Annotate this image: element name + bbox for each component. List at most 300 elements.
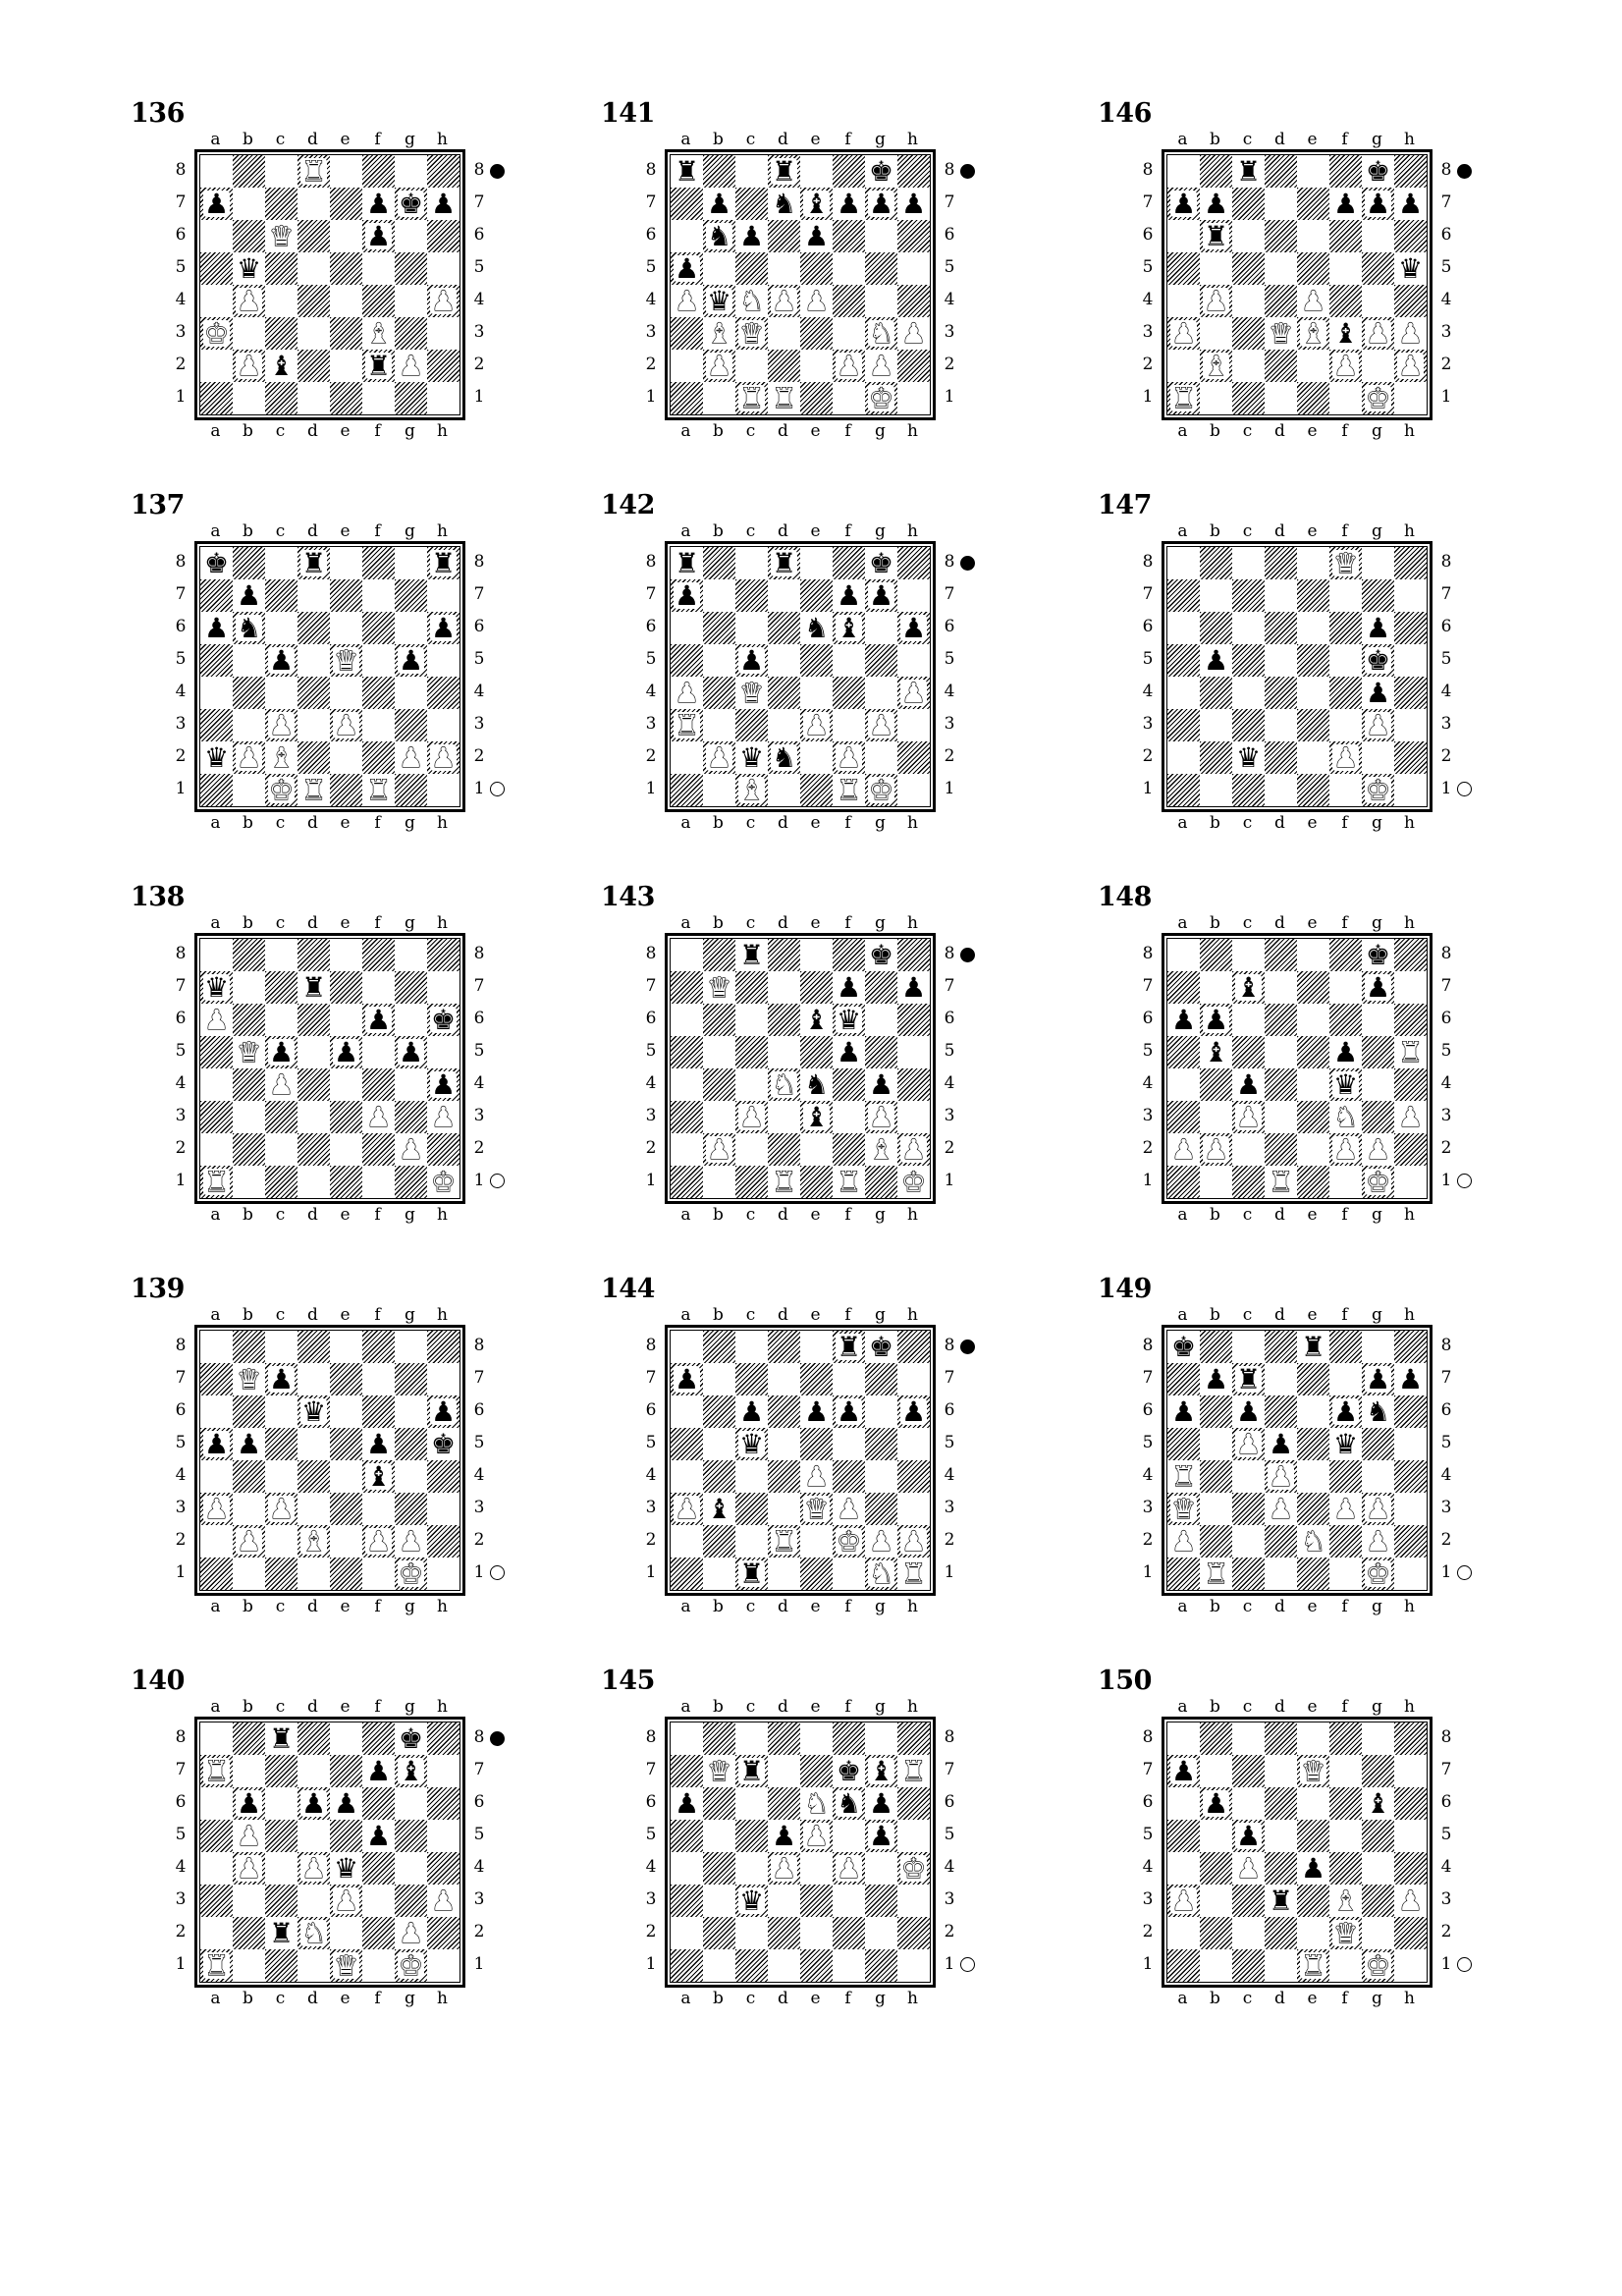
square-f7 <box>362 1363 395 1395</box>
square-a6 <box>200 612 233 644</box>
file-labels-bottom <box>1166 421 1426 441</box>
file-label: g <box>875 813 886 833</box>
square-d5 <box>1265 1036 1297 1068</box>
rank-label: 5 <box>1142 1041 1154 1061</box>
rank-label: 7 <box>645 976 657 996</box>
file-label: a <box>210 1597 221 1616</box>
square-d4 <box>768 1852 800 1885</box>
square-a4 <box>671 1852 703 1885</box>
rank-label: 1 <box>473 1562 485 1582</box>
file-label: h <box>907 813 918 833</box>
square-b2 <box>233 741 265 774</box>
square-h6 <box>1394 1395 1427 1428</box>
square-b2 <box>1200 350 1232 382</box>
square-a8 <box>1167 155 1200 188</box>
rank-label: 8 <box>1440 160 1452 180</box>
file-label: b <box>1210 521 1220 541</box>
square-f7 <box>362 971 395 1004</box>
chess-board <box>199 1722 460 1983</box>
square-g6 <box>1362 1395 1394 1428</box>
file-label: e <box>810 813 821 833</box>
rank-label: 1 <box>175 1171 187 1190</box>
square-f8 <box>362 939 395 971</box>
rank-label: 6 <box>944 1009 955 1028</box>
file-label: a <box>680 1597 691 1616</box>
file-label: c <box>745 130 756 149</box>
square-c3 <box>1232 1885 1265 1917</box>
file-label: g <box>1372 421 1382 441</box>
file-label: c <box>1242 521 1253 541</box>
square-d3 <box>1265 317 1297 350</box>
file-label: f <box>844 1205 851 1225</box>
file-label: g <box>875 421 886 441</box>
square-e3 <box>1297 1493 1329 1525</box>
square-c7 <box>735 971 768 1004</box>
white-queen-icon: ♛ <box>706 971 732 1004</box>
square-f3 <box>833 709 865 741</box>
black-pawn-icon: ♟ <box>900 1395 927 1428</box>
square-c6 <box>265 1004 297 1036</box>
square-d3 <box>297 1885 330 1917</box>
square-f7 <box>833 579 865 612</box>
rank-label: 1 <box>1440 1562 1452 1582</box>
file-label: c <box>275 813 286 833</box>
square-g7 <box>395 1363 427 1395</box>
square-d2 <box>297 1917 330 1949</box>
chess-board <box>199 154 460 415</box>
white-pawn-icon: ♟ <box>365 1525 392 1558</box>
rank-label: 4 <box>944 1857 955 1877</box>
black-rook-icon: ♜ <box>836 1331 862 1363</box>
square-e7 <box>800 1363 833 1395</box>
white-rook-icon: ♜ <box>1170 382 1197 414</box>
white-pawn-icon: ♟ <box>1332 1493 1359 1525</box>
square-e8 <box>1297 939 1329 971</box>
file-label: d <box>778 521 788 541</box>
square-a8 <box>1167 1722 1200 1755</box>
square-h4 <box>427 1852 460 1885</box>
square-g5 <box>395 1036 427 1068</box>
square-h8 <box>427 155 460 188</box>
file-label: g <box>1372 1305 1382 1325</box>
square-g7 <box>865 579 897 612</box>
rank-label: 2 <box>175 355 187 374</box>
square-g4 <box>1362 1852 1394 1885</box>
square-h8 <box>427 1331 460 1363</box>
file-label: b <box>243 1205 253 1225</box>
square-h5 <box>897 1820 930 1852</box>
square-d1 <box>297 382 330 414</box>
square-g4 <box>865 285 897 317</box>
rank-label: 1 <box>944 1562 955 1582</box>
rank-label: 6 <box>1440 617 1452 636</box>
square-h5 <box>427 1036 460 1068</box>
square-a5 <box>1167 1428 1200 1460</box>
file-label: f <box>844 813 851 833</box>
square-e2 <box>1297 741 1329 774</box>
file-label: e <box>810 1305 821 1325</box>
square-c6 <box>265 1787 297 1820</box>
square-g6 <box>395 612 427 644</box>
rank-label: 6 <box>175 1400 187 1420</box>
square-b5 <box>703 1428 735 1460</box>
square-h8 <box>427 547 460 579</box>
square-e6 <box>1297 1787 1329 1820</box>
square-d7 <box>297 579 330 612</box>
square-d6 <box>1265 612 1297 644</box>
square-d1 <box>1265 382 1297 414</box>
white-pawn-icon: ♟ <box>1365 709 1391 741</box>
square-f5 <box>362 1820 395 1852</box>
square-g5 <box>865 252 897 285</box>
white-rook-icon: ♜ <box>1268 1166 1294 1198</box>
rank-label: 3 <box>645 1106 657 1125</box>
square-a3 <box>200 1493 233 1525</box>
square-c7 <box>735 1755 768 1787</box>
square-c4 <box>265 1068 297 1101</box>
file-label: e <box>340 1989 351 2008</box>
puzzle-diagram <box>131 1666 602 2058</box>
rank-label: 5 <box>175 1825 187 1844</box>
white-bishop-icon: ♝ <box>1203 350 1229 382</box>
square-g1 <box>1362 1558 1394 1590</box>
puzzle-diagram <box>131 882 602 1275</box>
square-a8 <box>671 1722 703 1755</box>
square-b1 <box>703 774 735 806</box>
file-labels-bottom <box>1166 1989 1426 2008</box>
rank-label: 2 <box>645 1138 657 1158</box>
square-a6 <box>671 1004 703 1036</box>
chess-board <box>670 1722 931 1983</box>
square-b6 <box>233 1395 265 1428</box>
square-g2 <box>395 1917 427 1949</box>
file-label: a <box>680 421 691 441</box>
square-b3 <box>703 709 735 741</box>
square-e2 <box>800 741 833 774</box>
square-a4 <box>1167 677 1200 709</box>
white-pawn-icon: ♟ <box>738 1101 765 1133</box>
square-a1 <box>671 1949 703 1982</box>
file-label: c <box>1242 813 1253 833</box>
black-pawn-icon: ♟ <box>236 1428 262 1460</box>
square-b6 <box>703 612 735 644</box>
file-label: h <box>437 130 448 149</box>
rank-label: 8 <box>175 160 187 180</box>
white-rook-icon: ♜ <box>203 1166 230 1198</box>
square-f1 <box>362 1166 395 1198</box>
square-e3 <box>330 1885 362 1917</box>
file-label: f <box>1341 1597 1348 1616</box>
square-c2 <box>735 1133 768 1166</box>
square-c1 <box>265 1558 297 1590</box>
black-rook-icon: ♜ <box>1235 1363 1262 1395</box>
square-d7 <box>768 971 800 1004</box>
white-pawn-icon: ♟ <box>803 1820 830 1852</box>
file-label: g <box>1372 521 1382 541</box>
square-f5 <box>362 644 395 677</box>
black-queen-icon: ♛ <box>1332 1428 1359 1460</box>
file-label: a <box>680 813 691 833</box>
square-h7 <box>1394 1755 1427 1787</box>
rank-label: 4 <box>1440 1857 1452 1877</box>
rank-label: 1 <box>1142 1171 1154 1190</box>
square-e4 <box>800 677 833 709</box>
rank-label: 7 <box>1440 1368 1452 1388</box>
square-d7 <box>1265 1363 1297 1395</box>
file-label: a <box>1177 913 1188 933</box>
square-e6 <box>1297 220 1329 252</box>
square-a5 <box>200 1820 233 1852</box>
square-d6 <box>768 1004 800 1036</box>
square-g3 <box>395 1101 427 1133</box>
black-pawn-icon: ♟ <box>674 1363 700 1395</box>
rank-label: 2 <box>645 746 657 766</box>
square-c2 <box>265 350 297 382</box>
square-h6 <box>427 220 460 252</box>
black-pawn-icon: ♟ <box>1365 188 1391 220</box>
square-c2 <box>1232 741 1265 774</box>
file-label: e <box>1307 1597 1318 1616</box>
square-d7 <box>768 579 800 612</box>
black-bishop-icon: ♝ <box>398 1755 424 1787</box>
square-a1 <box>1167 774 1200 806</box>
square-a2 <box>1167 1917 1200 1949</box>
rank-label: 3 <box>645 1889 657 1909</box>
white-pawn-icon: ♟ <box>1203 285 1229 317</box>
square-d7 <box>1265 1755 1297 1787</box>
square-g4 <box>1362 677 1394 709</box>
square-a6 <box>1167 612 1200 644</box>
square-d5 <box>297 252 330 285</box>
square-f1 <box>1329 1558 1362 1590</box>
file-labels-bottom <box>670 1989 929 2008</box>
square-f8 <box>833 1331 865 1363</box>
square-b7 <box>1200 1363 1232 1395</box>
file-labels-top <box>199 1305 459 1325</box>
square-g8 <box>865 1722 897 1755</box>
rank-label: 8 <box>473 160 485 180</box>
rank-labels-left <box>640 546 662 805</box>
file-label: c <box>745 521 756 541</box>
file-label: h <box>907 130 918 149</box>
square-e2 <box>1297 350 1329 382</box>
square-b2 <box>703 350 735 382</box>
black-queen-icon: ♛ <box>203 971 230 1004</box>
file-labels-bottom <box>670 1597 929 1616</box>
square-h4 <box>427 1068 460 1101</box>
rank-label: 1 <box>175 1562 187 1582</box>
square-d4 <box>297 1460 330 1493</box>
white-king-icon: ♚ <box>398 1949 424 1982</box>
black-queen-icon: ♛ <box>738 741 765 774</box>
file-label: d <box>307 1989 318 2008</box>
board-grid <box>200 155 460 414</box>
file-label: h <box>437 1697 448 1717</box>
rank-label: 4 <box>1142 682 1154 701</box>
rank-label: 2 <box>1440 1138 1452 1158</box>
rank-label: 2 <box>473 1530 485 1550</box>
square-g8 <box>395 547 427 579</box>
square-a3 <box>200 1885 233 1917</box>
file-label: b <box>1210 1697 1220 1717</box>
black-pawn-icon: ♟ <box>203 1428 230 1460</box>
rank-label: 1 <box>645 779 657 798</box>
file-label: h <box>437 913 448 933</box>
square-d3 <box>768 709 800 741</box>
file-label: d <box>307 1305 318 1325</box>
file-labels-top <box>1166 1697 1426 1717</box>
square-d3 <box>1265 1885 1297 1917</box>
square-b5 <box>1200 644 1232 677</box>
square-f7 <box>1329 971 1362 1004</box>
white-pawn-icon: ♟ <box>268 709 295 741</box>
square-d5 <box>297 1820 330 1852</box>
puzzle-number: 145 <box>601 1666 655 1696</box>
white-to-move-icon <box>490 1174 505 1188</box>
square-h8 <box>1394 547 1427 579</box>
rank-label: 6 <box>1440 225 1452 245</box>
black-pawn-icon: ♟ <box>365 220 392 252</box>
square-g6 <box>1362 220 1394 252</box>
white-pawn-icon: ♟ <box>868 1101 894 1133</box>
square-g7 <box>1362 188 1394 220</box>
file-label: a <box>1177 1305 1188 1325</box>
square-d1 <box>1265 1949 1297 1982</box>
rank-label: 6 <box>1142 225 1154 245</box>
square-c5 <box>735 252 768 285</box>
white-queen-icon: ♛ <box>1170 1493 1197 1525</box>
white-pawn-icon: ♟ <box>365 1101 392 1133</box>
black-rook-icon: ♜ <box>738 1558 765 1590</box>
square-g1 <box>395 1558 427 1590</box>
square-g2 <box>1362 1917 1394 1949</box>
black-queen-icon: ♛ <box>706 285 732 317</box>
square-g5 <box>1362 252 1394 285</box>
rank-label: 8 <box>645 552 657 572</box>
square-a3 <box>1167 1101 1200 1133</box>
file-labels-bottom <box>670 813 929 833</box>
square-f5 <box>362 1428 395 1460</box>
rank-label: 2 <box>473 746 485 766</box>
file-label: f <box>374 1205 381 1225</box>
square-g2 <box>395 1133 427 1166</box>
black-pawn-icon: ♟ <box>203 188 230 220</box>
file-label: h <box>907 913 918 933</box>
square-c3 <box>735 1493 768 1525</box>
white-pawn-icon: ♟ <box>803 709 830 741</box>
square-g6 <box>865 612 897 644</box>
square-c7 <box>265 579 297 612</box>
black-pawn-icon: ♟ <box>236 1787 262 1820</box>
file-label: d <box>778 913 788 933</box>
square-a4 <box>671 677 703 709</box>
square-d4 <box>1265 677 1297 709</box>
square-f6 <box>833 1004 865 1036</box>
file-label: f <box>844 913 851 933</box>
black-rook-icon: ♜ <box>365 350 392 382</box>
square-e5 <box>330 1428 362 1460</box>
rank-label: 6 <box>473 1792 485 1812</box>
square-g6 <box>1362 1787 1394 1820</box>
file-label: c <box>1242 1305 1253 1325</box>
square-c4 <box>735 1852 768 1885</box>
square-h7 <box>1394 579 1427 612</box>
square-c1 <box>735 382 768 414</box>
square-d7 <box>768 188 800 220</box>
square-d1 <box>297 1166 330 1198</box>
square-f2 <box>362 1917 395 1949</box>
square-d3 <box>1265 1493 1297 1525</box>
square-b1 <box>233 382 265 414</box>
rank-label: 1 <box>645 387 657 407</box>
file-label: d <box>778 130 788 149</box>
file-label: d <box>778 1597 788 1616</box>
black-pawn-icon: ♟ <box>900 188 927 220</box>
white-pawn-icon: ♟ <box>674 285 700 317</box>
square-h7 <box>897 579 930 612</box>
black-pawn-icon: ♟ <box>836 1395 862 1428</box>
file-label: e <box>340 521 351 541</box>
black-pawn-icon: ♟ <box>365 1755 392 1787</box>
black-rook-icon: ♜ <box>1268 1885 1294 1917</box>
file-labels-top <box>670 913 929 933</box>
file-label: a <box>210 1697 221 1717</box>
square-h7 <box>897 188 930 220</box>
square-c5 <box>1232 1428 1265 1460</box>
square-b2 <box>1200 1917 1232 1949</box>
white-pawn-icon: ♟ <box>430 285 457 317</box>
square-d4 <box>1265 1852 1297 1885</box>
file-label: h <box>907 1205 918 1225</box>
square-c8 <box>735 939 768 971</box>
file-label: f <box>1341 521 1348 541</box>
square-b3 <box>703 1493 735 1525</box>
square-c6 <box>1232 220 1265 252</box>
square-g7 <box>1362 1363 1394 1395</box>
square-a7 <box>200 971 233 1004</box>
square-a2 <box>200 1525 233 1558</box>
square-b5 <box>703 1820 735 1852</box>
square-c1 <box>735 1558 768 1590</box>
file-label: c <box>745 421 756 441</box>
file-labels-bottom <box>199 1989 459 2008</box>
square-d8 <box>1265 155 1297 188</box>
chess-board <box>199 546 460 807</box>
square-c3 <box>735 1101 768 1133</box>
square-g2 <box>865 1917 897 1949</box>
file-label: b <box>713 813 724 833</box>
square-h8 <box>427 939 460 971</box>
square-a8 <box>200 155 233 188</box>
square-c1 <box>1232 1949 1265 1982</box>
square-a2 <box>671 1525 703 1558</box>
square-c4 <box>735 285 768 317</box>
square-h7 <box>1394 1363 1427 1395</box>
square-f3 <box>362 1493 395 1525</box>
square-e1 <box>1297 774 1329 806</box>
black-pawn-icon: ♟ <box>268 1363 295 1395</box>
white-rook-icon: ♜ <box>1170 1460 1197 1493</box>
white-pawn-icon: ♟ <box>236 1852 262 1885</box>
white-to-move-icon <box>1457 1565 1472 1580</box>
square-c3 <box>265 1493 297 1525</box>
square-c1 <box>265 1166 297 1198</box>
square-h4 <box>1394 677 1427 709</box>
rank-label: 8 <box>1440 1727 1452 1747</box>
rank-label: 6 <box>473 617 485 636</box>
square-d8 <box>297 1331 330 1363</box>
square-e1 <box>800 774 833 806</box>
